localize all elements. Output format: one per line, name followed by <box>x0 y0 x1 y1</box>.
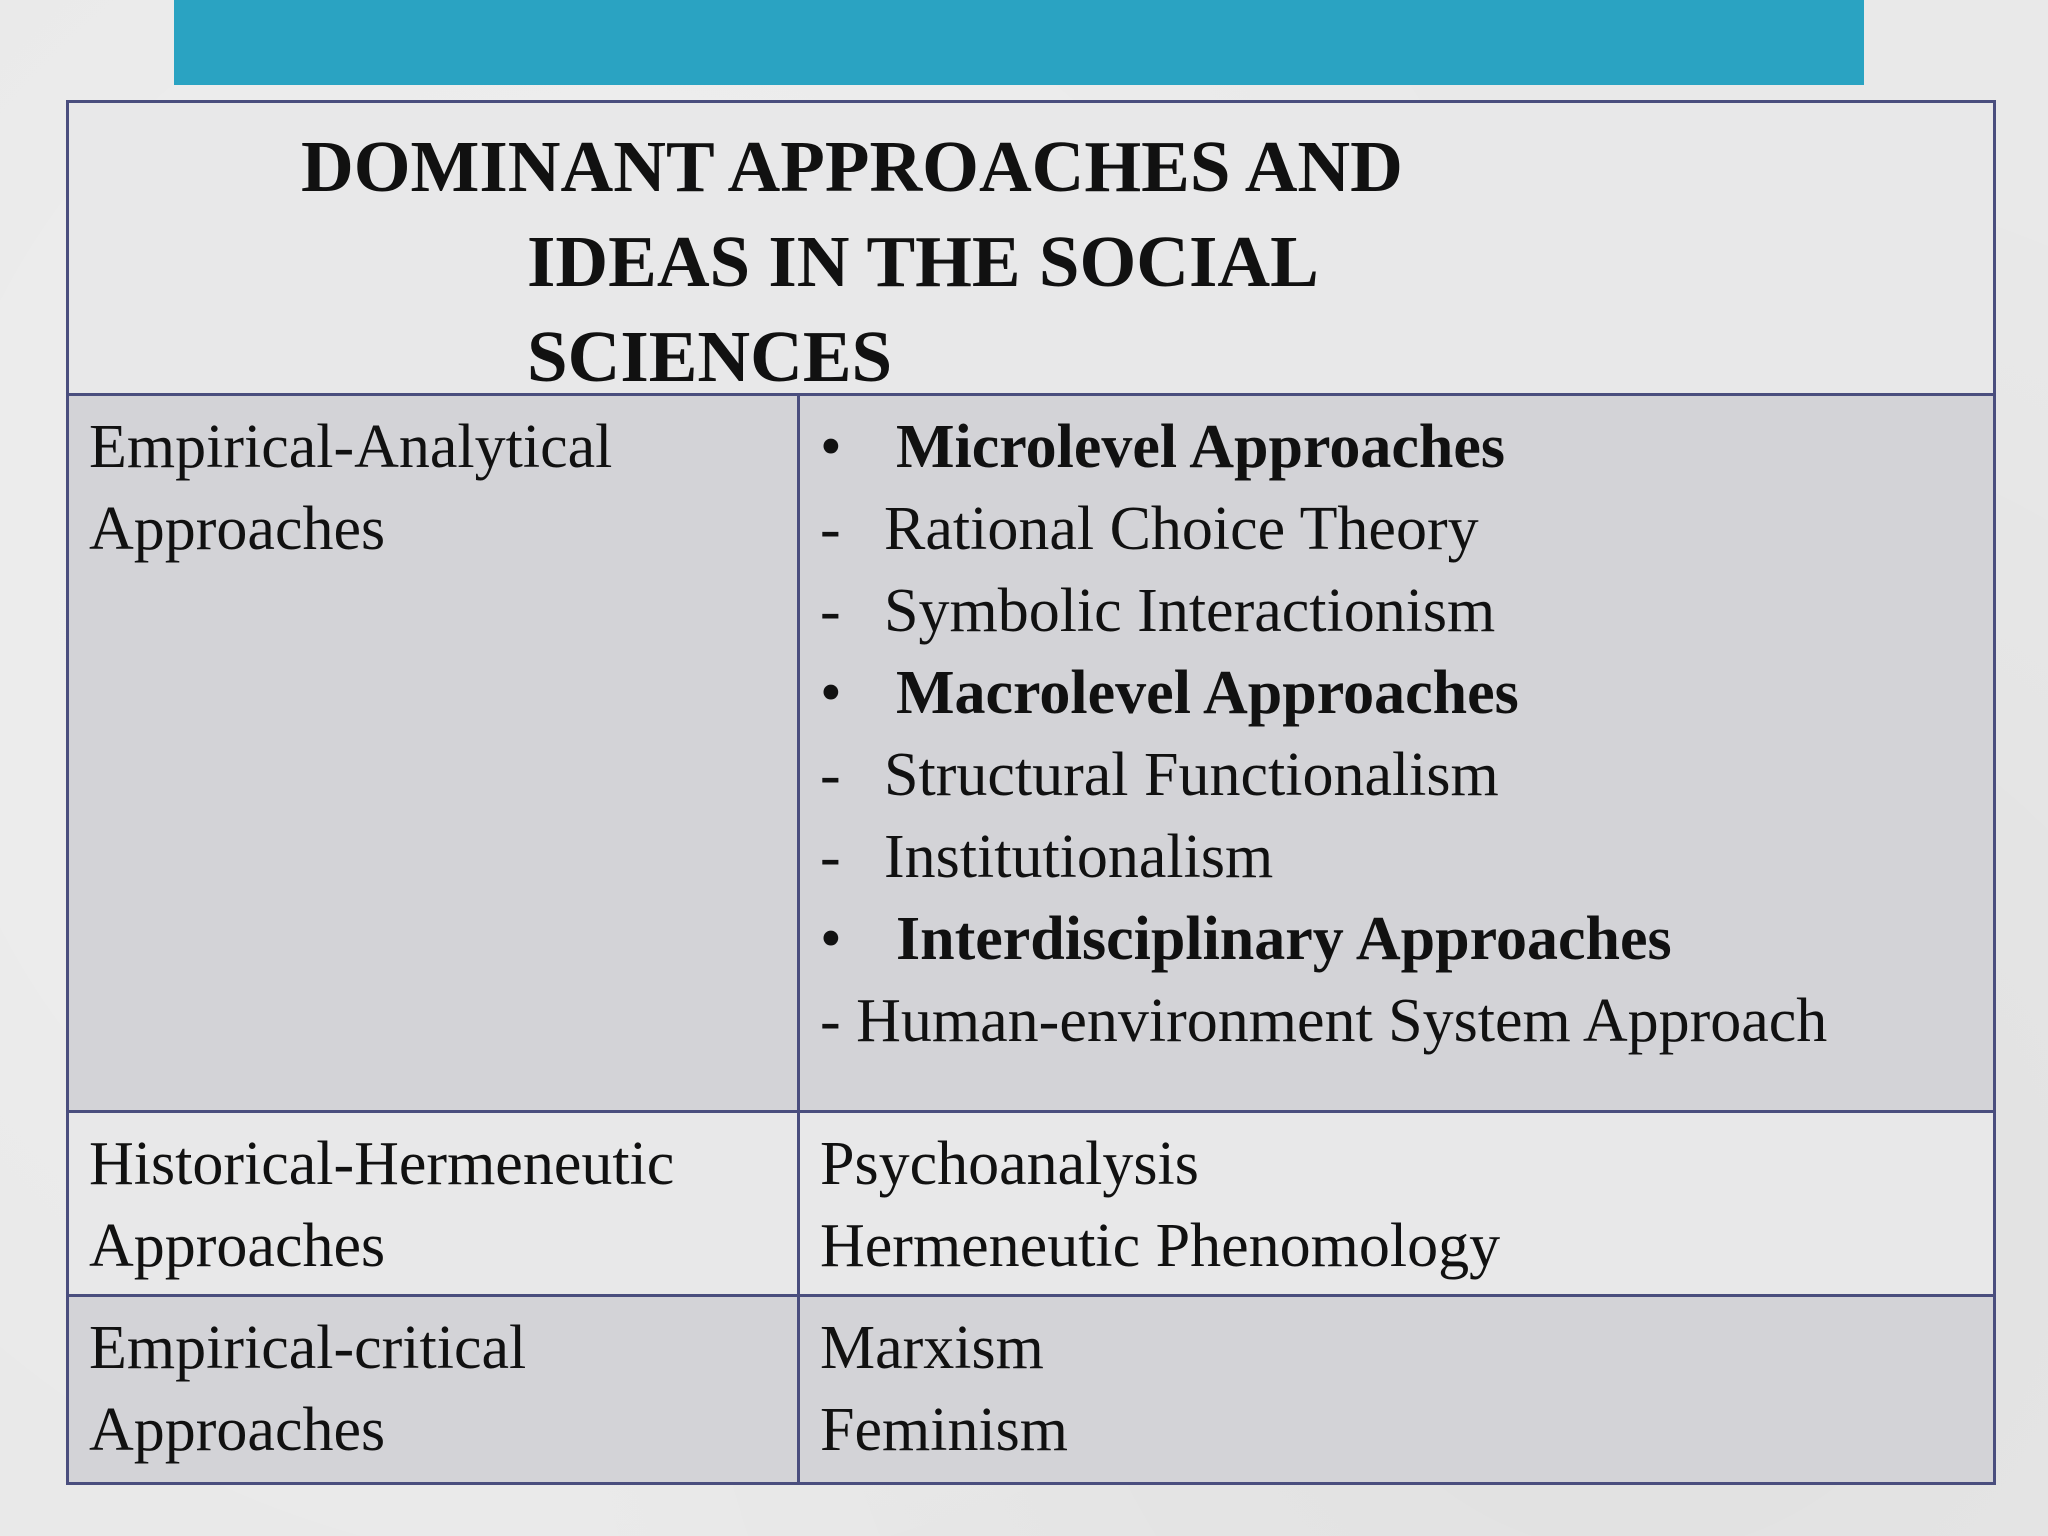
dash-marker: - <box>820 823 841 891</box>
category-label: Empirical-Analytical <box>89 413 613 481</box>
dash-marker: - <box>820 577 841 645</box>
top-accent-bar <box>174 0 1864 85</box>
bullet-icon: • <box>820 659 842 727</box>
table-row <box>68 395 1995 1112</box>
idea-label: Psychoanalysis <box>820 1130 1199 1198</box>
ideas-list <box>800 396 1993 1062</box>
list-item: - Institutionalism <box>820 816 1993 898</box>
bullet-icon: • <box>820 905 842 973</box>
dash-marker: - <box>820 495 841 563</box>
category-label: Approaches <box>89 1212 386 1280</box>
approach-category-cell <box>68 395 799 1112</box>
approach-category-cell <box>68 1296 799 1484</box>
category-label: Empirical-critical <box>89 1314 527 1382</box>
category-label: Historical-Hermeneutic <box>89 1130 675 1198</box>
slide-title <box>69 119 1403 404</box>
title-line: IDEAS IN THE SOCIAL <box>527 221 1319 302</box>
category-label: Approaches <box>89 495 386 563</box>
bullet-icon: • <box>820 413 842 481</box>
list-item: - Structural Functionalism <box>820 734 1993 816</box>
list-item: - Human-environment System Approach <box>820 987 1828 1055</box>
dash-marker: - <box>820 741 841 809</box>
approach-ideas-cell <box>799 395 1995 1112</box>
approach-category-cell <box>68 1112 799 1296</box>
list-item: - Symbolic Interactionism <box>820 570 1993 652</box>
dash-marker: - <box>820 987 841 1055</box>
table-row <box>68 1296 1995 1484</box>
idea-label: Marxism <box>820 1314 1044 1382</box>
list-item: • Interdisciplinary Approaches <box>820 898 1993 980</box>
category-label: Approaches <box>89 1396 386 1464</box>
idea-label: Feminism <box>820 1396 1069 1464</box>
list-item: • Microlevel Approaches <box>820 406 1993 488</box>
title-line: DOMINANT APPROACHES AND <box>301 126 1403 207</box>
table-row <box>68 1112 1995 1296</box>
approaches-table <box>66 100 1996 1485</box>
table-header-row <box>68 102 1995 395</box>
title-cell <box>68 102 1995 395</box>
list-item: - Rational Choice Theory <box>820 488 1993 570</box>
approach-ideas-cell <box>799 1112 1995 1296</box>
title-line: SCIENCES <box>527 316 893 397</box>
idea-label: Hermeneutic Phenomology <box>820 1212 1501 1280</box>
list-item: • Macrolevel Approaches <box>820 652 1993 734</box>
approach-ideas-cell <box>799 1296 1995 1484</box>
